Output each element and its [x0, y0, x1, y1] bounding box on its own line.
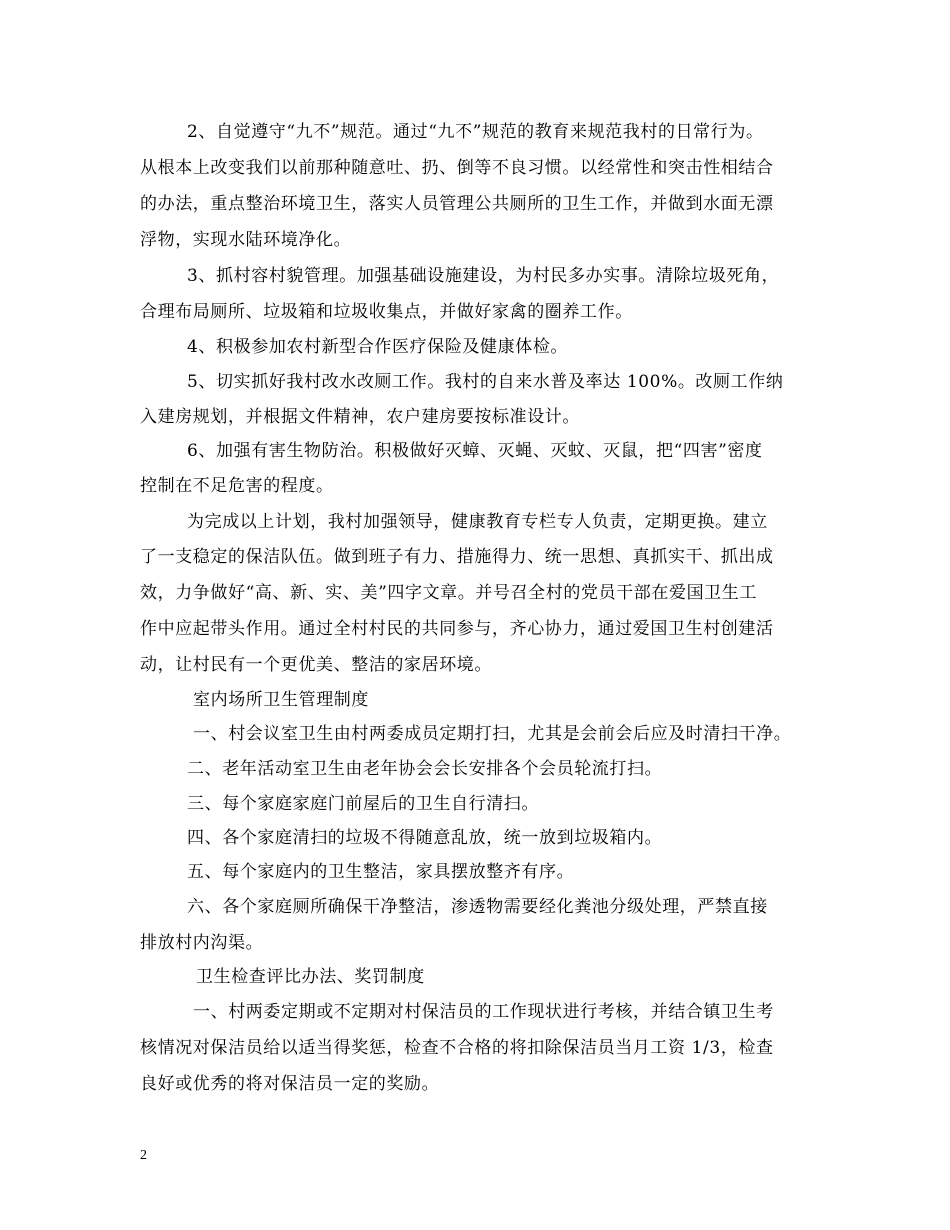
text-line: 控制在不足危害的程度。	[140, 476, 334, 496]
text-line: 为完成以上计划，我村加强领导，健康教育专栏专人负责，定期更换。建立	[187, 512, 768, 532]
text-line: 效，力争做好“高、新、实、美”四字文章。并号召全村的党员干部在爱国卫生工	[140, 583, 757, 603]
text-line: 从根本上改变我们以前那种随意吐、扔、倒等不良习惯。以经常性和突击性相结合	[140, 158, 774, 178]
text-line: 四、各个家庭清扫的垃圾不得随意乱放，统一放到垃圾箱内。	[187, 828, 663, 848]
text-line: 良好或优秀的将对保洁员一定的奖励。	[140, 1074, 440, 1094]
text-line: 一、村两委定期或不定期对村保洁员的工作现状进行考核，并结合镇卫生考	[193, 1002, 774, 1022]
text-line: 4、积极参加农村新型合作医疗保险及健康体检。	[187, 337, 569, 357]
text-line: 合理布局厕所、垃圾箱和垃圾收集点，并做好家禽的圈养工作。	[140, 302, 633, 322]
page-number: 2	[140, 1148, 147, 1163]
text-line: 五、每个家庭内的卫生整洁，家具摆放整齐有序。	[187, 862, 575, 882]
text-line: 一、村会议室卫生由村两委成员定期打扫，尤其是会前会后应及时清扫干净。	[193, 724, 792, 744]
text-line: 排放村内沟渠。	[140, 933, 264, 953]
text-line: 6、加强有害生物防治。积极做好灭蟑、灭蝇、灭蚊、灭鼠，把“四害”密度	[187, 441, 763, 461]
text-line: 了一支稳定的保洁队伍。做到班子有力、措施得力、统一思想、真抓实干、抓出成	[140, 547, 774, 567]
section-heading: 卫生检查评比办法、奖罚制度	[196, 967, 425, 987]
text-line: 2、自觉遵守“九不”规范。通过“九不”规范的教育来规范我村的日常行为。	[187, 122, 764, 142]
text-line: 六、各个家庭厕所确保干净整洁，渗透物需要经化粪池分级处理，严禁直接	[187, 897, 768, 917]
text-line: 浮物，实现水陆环境净化。	[140, 230, 352, 250]
text-line: 三、每个家庭家庭门前屋后的卫生自行清扫。	[187, 794, 539, 814]
text-line: 3、抓村容村貌管理。加强基础设施建设，为村民多办实事。清除垃圾死角，	[187, 266, 780, 286]
text-line: 核情况对保洁员给以适当得奖惩，检查不合格的将扣除保洁员当月工资 1/3，检查	[140, 1038, 774, 1058]
text-line: 作中应起带头作用。通过全村村民的共同参与，齐心协力，通过爱国卫生村创建活	[140, 619, 774, 639]
section-heading: 室内场所卫生管理制度	[193, 690, 369, 710]
text-line: 动，让村民有一个更优美、整洁的家居环境。	[140, 655, 492, 675]
text-line: 的办法，重点整治环境卫生，落实人员管理公共厕所的卫生工作，并做到水面无漂	[140, 194, 774, 214]
text-line: 二、老年活动室卫生由老年协会会长安排各个会员轮流打扫。	[187, 759, 663, 779]
text-line: 5、切实抓好我村改水改厕工作。我村的自来水普及率达 100%。改厕工作纳	[187, 372, 784, 392]
text-line: 入建房规划，并根据文件精神，农户建房要按标准设计。	[140, 407, 580, 427]
